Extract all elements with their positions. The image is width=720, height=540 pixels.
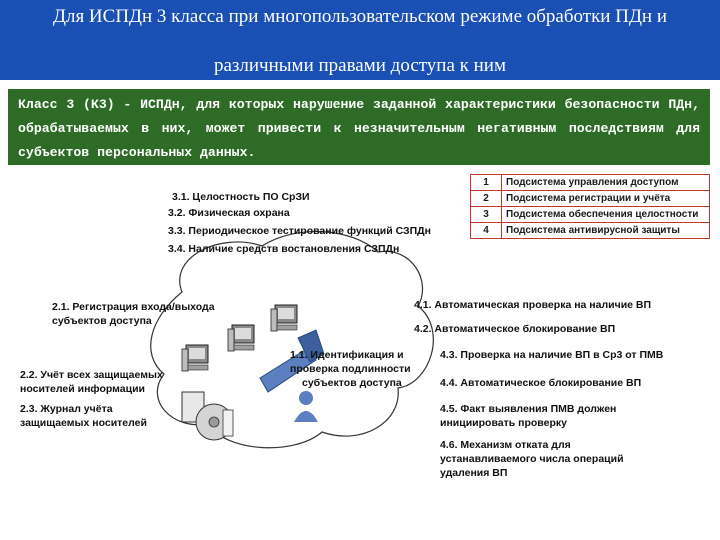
integrity-item: 3.2. Физическая охрана — [168, 207, 290, 219]
integrity-item: 3.1. Целостность ПО СрЗИ — [172, 191, 310, 203]
registration-item: носителей информации — [20, 383, 146, 395]
antivirus-item: 4.5. Факт выявления ПМВ должен — [440, 403, 617, 415]
subsystem-name: Подсистема антивирусной защиты — [502, 223, 710, 239]
integrity-item: 3.4. Наличие средств востановления СЗПДн — [168, 243, 400, 255]
antivirus-item: 4.2. Автоматическое блокирование ВП — [414, 323, 616, 335]
computer-icon — [228, 325, 254, 351]
slide-title-line-2: различными правами доступа к ним — [213, 55, 507, 76]
access-item: субъектов доступа — [302, 377, 402, 389]
computer-icon — [271, 305, 297, 331]
registration-item: 2.3. Журнал учёта — [20, 403, 113, 415]
slide-title-line-1: Для ИСПДн 3 класса при многопользовательском режиме обработки ПДн и — [53, 6, 667, 27]
subsystem-name: Подсистема обеспечения целостности — [502, 207, 710, 223]
subsystem-name: Подсистема управления доступом — [502, 175, 710, 191]
access-item: проверка подлинности — [290, 363, 411, 375]
antivirus-item: 4.4. Автоматическое блокирование ВП — [440, 377, 642, 389]
antivirus-item: 4.6. Механизм отката для — [440, 439, 571, 451]
subsystem-number: 3 — [471, 207, 502, 223]
storage-media-icon — [182, 392, 233, 440]
class-definition: Класс 3 (К3) - ИСПДн, для которых нарушение заданной характеристики безопасности ПДн, обрабатываемых в них, может привести к незначительным негативным последствиям для субъектов персональных данных. — [8, 89, 710, 165]
subsystem-name: Подсистема регистрации и учёта — [502, 191, 710, 207]
computer-icon — [182, 345, 208, 371]
antivirus-item: 4.3. Проверка на наличие ВП в Ср3 от ПМВ — [440, 349, 664, 361]
antivirus-item: устанавливаемого числа операций — [440, 453, 624, 465]
subsystem-number: 2 — [471, 191, 502, 207]
access-item: 1.1. Идентификация и — [290, 349, 404, 361]
registration-item: защищаемых носителей — [20, 417, 147, 429]
registration-item: субъектов доступа — [52, 315, 152, 327]
registration-item: 2.2. Учёт всех защищаемых — [20, 369, 163, 381]
integrity-item: 3.3. Периодическое тестирование функций СЗПДн — [168, 225, 431, 237]
subsystem-number: 1 — [471, 175, 502, 191]
subsystem-number: 4 — [471, 223, 502, 239]
antivirus-item: 4.1. Автоматическая проверка на наличие ВП — [414, 299, 652, 311]
registration-item: 2.1. Регистрация входа/выхода — [52, 301, 215, 313]
antivirus-item: инициировать проверку — [440, 417, 567, 429]
user-icon — [294, 391, 318, 422]
antivirus-item: удаления ВП — [440, 467, 508, 479]
